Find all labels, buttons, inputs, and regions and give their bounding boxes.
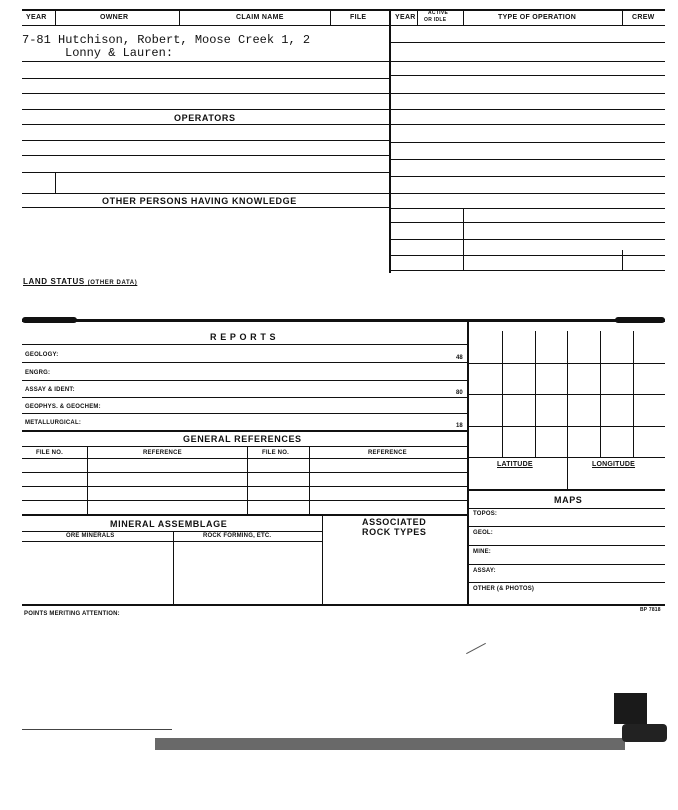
other-persons-title: OTHER PERSONS HAVING KNOWLEDGE (102, 196, 297, 206)
left-row-line (22, 93, 389, 94)
right-row-line (389, 42, 665, 43)
left-row-line (22, 61, 389, 62)
operators-small-divider (55, 172, 56, 193)
points-meriting-attention: POINTS MERITING ATTENTION: (24, 611, 120, 617)
associated-rock-types-line2: ROCK TYPES (362, 527, 427, 537)
center-divider (389, 9, 391, 273)
right-row-line (389, 222, 665, 223)
left-row-line (22, 193, 389, 194)
divider-claim-file (330, 9, 331, 25)
other-persons-underline (22, 207, 389, 208)
report-row-number: 48 (456, 355, 463, 361)
ref-row-line (22, 500, 468, 501)
top-table-top-border (22, 9, 665, 11)
header-owner: OWNER (100, 14, 129, 21)
left-row-line (22, 140, 389, 141)
report-row-number: 80 (456, 390, 463, 396)
right-lower-divider (463, 208, 464, 270)
report-row-label: GEOLOGY: (25, 352, 59, 358)
header-crew: CREW (632, 14, 655, 21)
ref-col-divider (309, 446, 310, 514)
right-lower-divider (622, 250, 623, 270)
maps-row-label: ASSAY: (473, 568, 496, 574)
grid-vertical (567, 331, 568, 489)
grid-horizontal (467, 426, 665, 427)
report-row-line (22, 397, 468, 398)
right-row-line (389, 176, 665, 177)
ref-header-line (22, 458, 468, 459)
scan-dark-blob (622, 724, 667, 742)
header-type-of-operation: TYPE OF OPERATION (498, 14, 577, 21)
report-row-number: 18 (456, 423, 463, 429)
col-ore-minerals: ORE MINERALS (66, 533, 115, 539)
maps-title-underline (467, 508, 665, 509)
ref-col-file-no: FILE NO. (36, 450, 63, 456)
report-row-label: ENGRG: (25, 370, 51, 376)
right-row-line (389, 270, 665, 271)
header-claim-name: CLAIM NAME (236, 14, 284, 21)
right-row-line (389, 109, 665, 110)
ref-col-reference-2: REFERENCE (368, 450, 407, 456)
form-number: BP 7818 (640, 607, 661, 613)
left-row-line (22, 172, 389, 173)
header-active: ACTIVE (428, 10, 449, 16)
reports-right-border (467, 322, 469, 604)
scan-mark-left (22, 317, 77, 323)
mineral-header-line (22, 541, 322, 542)
ref-bottom-line (22, 514, 468, 516)
header-year: YEAR (26, 14, 47, 21)
owner-entry-line1: 7-81 Hutchison, Robert, Moose Creek 1, 2 (22, 33, 311, 47)
scan-mark-right (615, 317, 665, 323)
right-row-line (389, 75, 665, 76)
reports-title-underline (22, 344, 468, 345)
reports-title: R E P O R T S (210, 332, 277, 342)
longitude-label: LONGITUDE (592, 461, 636, 468)
land-status-label (23, 277, 137, 286)
right-row-line (389, 61, 665, 62)
general-references-underline (22, 446, 468, 447)
maps-row-label: OTHER (& PHOTOS) (473, 586, 535, 592)
ref-col-file-no-2: FILE NO. (262, 450, 289, 456)
divider-type-crew (622, 9, 623, 25)
scan-dark-block (614, 693, 647, 724)
mineral-col-divider (173, 531, 174, 604)
latlong-bottom-line (467, 489, 665, 491)
ref-col-divider (247, 446, 248, 514)
scan-artifact (466, 643, 486, 654)
scan-noise-line (22, 729, 172, 730)
latitude-label: LATITUDE (497, 461, 533, 468)
right-row-line (389, 255, 665, 256)
right-row-line (389, 193, 665, 194)
right-row-line (389, 93, 665, 94)
operators-title: OPERATORS (174, 113, 236, 123)
associated-rock-types-line1: ASSOCIATED (362, 517, 427, 527)
left-row-line (22, 109, 389, 110)
form-bottom-line (22, 604, 665, 606)
left-row-line (22, 155, 389, 156)
header-bottom-line (22, 25, 665, 26)
mineral-right-border (322, 514, 323, 604)
maps-row-line (467, 564, 665, 565)
maps-row-label: TOPOS: (473, 511, 498, 517)
col-rock-forming: ROCK FORMING, ETC. (203, 533, 272, 539)
grid-horizontal (467, 394, 665, 395)
report-row-label: GEOPHYS. & GEOCHEM: (25, 404, 101, 410)
report-row-line (22, 380, 468, 381)
right-row-line (389, 142, 665, 143)
maps-row-line (467, 582, 665, 583)
right-row-line (389, 239, 665, 240)
divider-year-active (417, 9, 418, 25)
general-references-title: GENERAL REFERENCES (183, 434, 302, 444)
header-year-right: YEAR (395, 14, 416, 21)
divider-active-type (463, 9, 464, 25)
owner-entry-line2: Lonny & Lauren: (65, 46, 174, 60)
ref-row-line (22, 486, 468, 487)
grid-horizontal (467, 363, 665, 364)
left-row-line (22, 78, 389, 79)
section-separator (22, 319, 665, 322)
right-row-line (389, 208, 665, 209)
report-row-label: ASSAY & IDENT: (25, 387, 75, 393)
land-status-sublabel: (OTHER DATA) (87, 280, 138, 286)
operators-title-underline (22, 124, 389, 125)
header-file: FILE (350, 14, 367, 21)
header-or-idle: OR IDLE (424, 17, 447, 23)
grid-horizontal (467, 457, 665, 458)
divider-owner-claim (179, 9, 180, 25)
ref-row-line (22, 472, 468, 473)
scan-noise-band (155, 738, 625, 750)
report-row-line (22, 413, 468, 414)
reports-bottom-line (22, 430, 468, 432)
maps-row-label: MINE: (473, 549, 491, 555)
divider-year-owner (55, 9, 56, 25)
ref-col-divider (87, 446, 88, 514)
right-row-line (389, 159, 665, 160)
ref-col-reference: REFERENCE (143, 450, 182, 456)
report-row-label: METALLURGICAL: (25, 420, 82, 426)
mineral-title-underline (22, 531, 322, 532)
maps-row-line (467, 545, 665, 546)
maps-row-label: GEOL: (473, 530, 493, 536)
mineral-assemblage-title: MINERAL ASSEMBLAGE (110, 519, 228, 529)
maps-row-line (467, 526, 665, 527)
land-status-text: LAND STATUS (23, 277, 85, 286)
maps-title: MAPS (554, 495, 583, 505)
right-row-line (389, 124, 665, 125)
report-row-line (22, 362, 468, 363)
